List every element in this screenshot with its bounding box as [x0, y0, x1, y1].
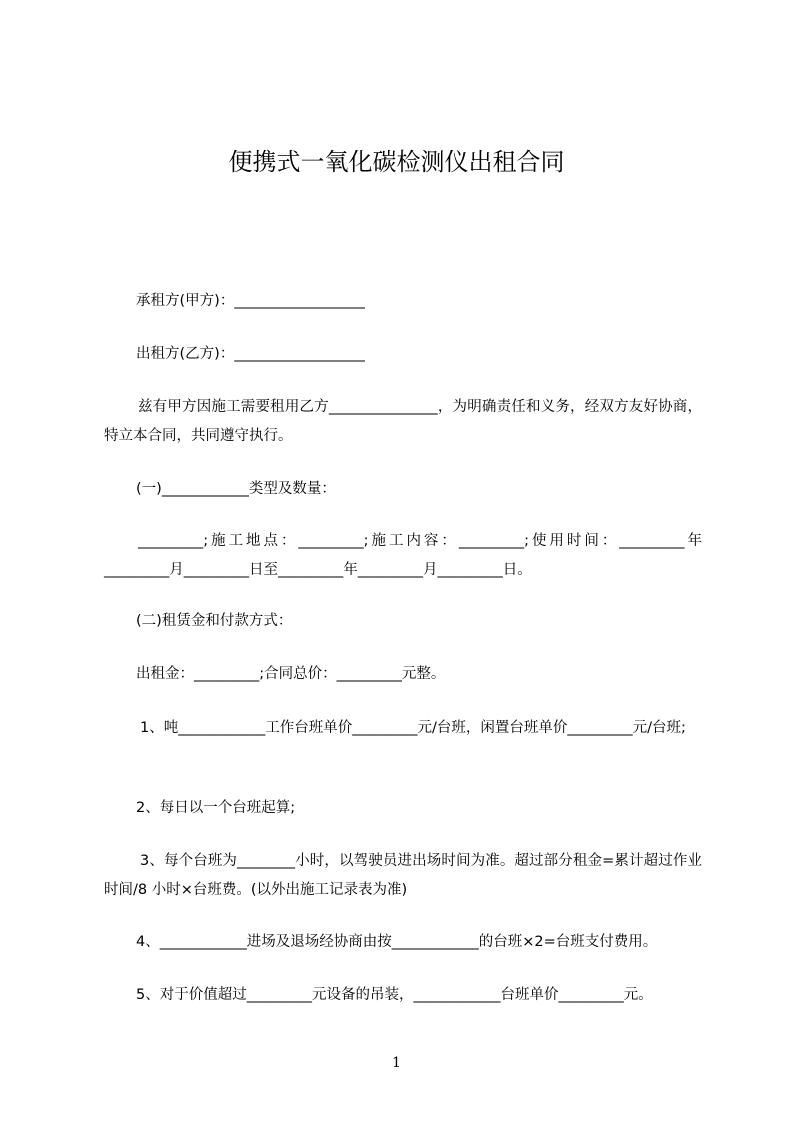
item-5: 5、对于价值超过_________元设备的吊装，____________台班单价_________元。	[136, 987, 653, 1003]
section-2-heading: (二)租赁金和付款方式：	[136, 613, 293, 629]
section-1-heading: (一)____________类型及数量：	[136, 481, 336, 497]
item-1: 1、吨____________工作台班单价_________元/台班，闲置台班单价_________元/台班;	[140, 720, 686, 736]
document-title: 便携式一氧化碳检测仪出租合同	[228, 148, 565, 176]
rent-line: 出租金：_________;合同总价：_________元整。	[136, 666, 446, 682]
lessee-line: 承租方(甲方)：__________________	[136, 293, 365, 309]
lessor-line: 出租方(乙方)：__________________	[136, 346, 365, 362]
page-number: 1	[392, 1055, 401, 1071]
item-4: 4、____________进场及退场经协商由按____________的台班×2=台班支付费用。	[136, 934, 658, 950]
item-3: 3、每个台班为________小时，以驾驶员进出场时间为准。超过部分租金=累计超过作业时间/8 小时×台班费。(以外出施工记录表为准)	[104, 853, 702, 898]
intro-paragraph: 兹有甲方因施工需要租用乙方_______________，为明确责任和义务，经双方友好协商，特立本合同，共同遵守执行。	[104, 399, 702, 444]
item-2: 2、每日以一个台班起算;	[136, 800, 296, 816]
section-1-detail: _________;施工地点：_________;施工内容：_________;使用时间：_________年_________月_________日至_________年_________月_________日。	[104, 533, 702, 578]
